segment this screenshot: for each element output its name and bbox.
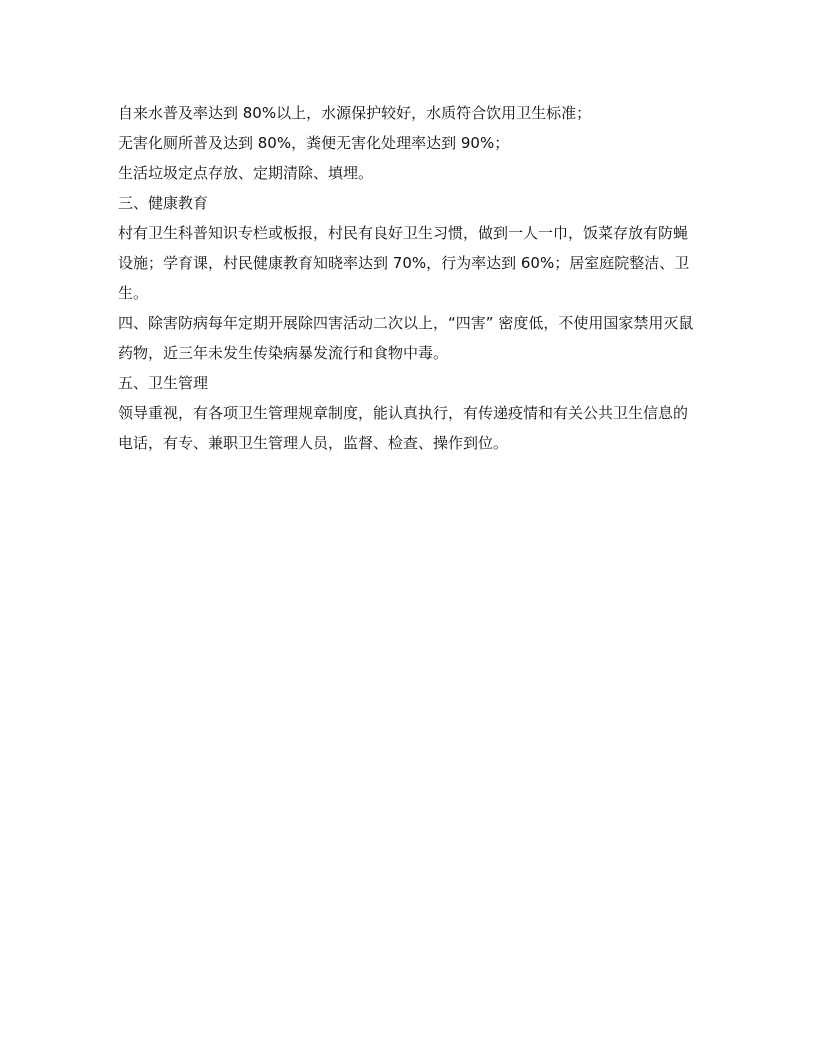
section-heading-health-management: 五、卫生管理 bbox=[118, 374, 209, 392]
paragraph-water-supply: 自来水普及率达到 80%以上，水源保护较好，水质符合饮用卫生标准； bbox=[118, 104, 592, 122]
paragraph-health-education: 村有卫生科普知识专栏或板报，村民有良好卫生习惯，做到一人一巾，饭菜存放有防蝇设施；学育课，村民健康教育知晓率达到 70%，行为率达到 60%；居室庭院整洁、卫生。 bbox=[118, 224, 690, 302]
paragraph-sanitary-toilets: 无害化厕所普及达到 80%，粪便无害化处理率达到 90%； bbox=[118, 134, 510, 152]
paragraph-pest-control: 四、除害防病每年定期开展除四害活动二次以上，“四害” 密度低，不使用国家禁用灭鼠药物，近三年未发生传染病暴发流行和食物中毒。 bbox=[118, 314, 694, 362]
section-heading-health-education: 三、健康教育 bbox=[118, 194, 209, 212]
document-body bbox=[118, 98, 698, 458]
paragraph-health-management: 领导重视，有各项卫生管理规章制度，能认真执行，有传递疫情和有关公共卫生信息的电话，有专、兼职卫生管理人员，监督、检查、操作到位。 bbox=[118, 404, 689, 452]
paragraph-garbage-disposal: 生活垃圾定点存放、定期清除、填埋。 bbox=[118, 164, 374, 182]
